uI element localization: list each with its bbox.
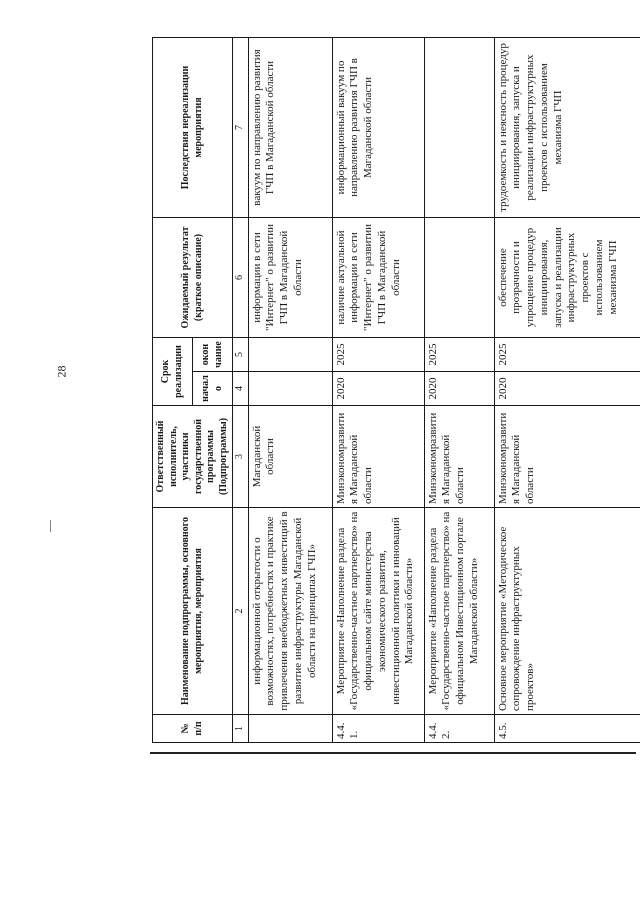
page-edge-line <box>150 752 636 754</box>
cell-name: Мероприятие «Наполнение раздела «Государственно-частное партнерство» на официальном Инвестиционном портале Магаданской области» <box>424 508 494 715</box>
header-row <box>153 38 193 743</box>
measures-table <box>152 37 640 743</box>
table-row <box>494 38 640 743</box>
cell-start: 2020 <box>494 372 640 406</box>
col-number: 7 <box>233 38 249 218</box>
header-result: Ожидаемый результат (краткое описание) <box>153 218 233 338</box>
cell-result <box>424 218 494 338</box>
cell-start <box>248 372 332 406</box>
cell-name: информационной открытости о возможностях, потребностях и практике привлечения внебюджетных инвестиций в развитие инфраструктуры Магаданской области на принципах ГЧП» <box>248 508 332 715</box>
header-end: окончание <box>193 338 233 372</box>
header-num: № п/п <box>153 715 233 743</box>
header-responsible: Ответственный исполнитель, участники государственной программы (Подпрограммы) <box>153 406 233 508</box>
col-number: 5 <box>233 338 249 372</box>
col-number: 1 <box>233 715 249 743</box>
cell-end <box>248 338 332 372</box>
table-row <box>332 38 424 743</box>
table-row <box>424 38 494 743</box>
cell-consequences: трудоемкость и неясность процедур инициирования, запуска и реализации инфраструктурных проектов с использованием механизма ГЧП <box>494 38 640 218</box>
col-number: 6 <box>233 218 249 338</box>
col-number: 3 <box>233 406 249 508</box>
cell-start: 2020 <box>332 372 424 406</box>
cell-end: 2025 <box>332 338 424 372</box>
scan-mark <box>50 520 51 532</box>
cell-num: 4.4.2. <box>424 715 494 743</box>
cell-responsible: Магаданской области <box>248 406 332 508</box>
cell-consequences: вакуум по направлению развития ГЧП в Магаданской области <box>248 38 332 218</box>
column-number-row <box>233 38 249 743</box>
col-number: 2 <box>233 508 249 715</box>
cell-responsible: Минэкономразвития Магаданской области <box>494 406 640 508</box>
header-start: начало <box>193 372 233 406</box>
cell-num: 4.5. <box>494 715 640 743</box>
cell-name: Основное мероприятие «Методическое сопровождение инфраструктурных проектов» <box>494 508 640 715</box>
header-term: Срок реализации <box>153 338 193 406</box>
cell-name: Мероприятие «Наполнение раздела «Государственно-частное партнерство» на официальном сайте министерства экономического развития, инвестиционной политики и инноваций Магаданской области» <box>332 508 424 715</box>
table-row <box>248 38 332 743</box>
cell-result: информации в сети "Интернет" о развитии ГЧП в Магаданской области <box>248 218 332 338</box>
cell-end: 2025 <box>494 338 640 372</box>
header-consequences: Последствия нереализации мероприятия <box>153 38 233 218</box>
page-number: 28 <box>54 365 69 378</box>
cell-result: обеспечение прозрачности и упрощение процедур инициирования, запуска и реализации инфраструктурных проектов с использованием механизма ГЧП <box>494 218 640 338</box>
cell-consequences <box>424 38 494 218</box>
cell-consequences: информационный вакуум по направлению развития ГЧП в Магаданской области <box>332 38 424 218</box>
cell-responsible: Минэкономразвития Магаданской области <box>424 406 494 508</box>
cell-start: 2020 <box>424 372 494 406</box>
cell-result: наличие актуальной информации в сети "Интернет" о развитии ГЧП в Магаданской области <box>332 218 424 338</box>
rotated-table-container <box>152 38 630 743</box>
cell-responsible: Минэкономразвития Магаданской области <box>332 406 424 508</box>
cell-end: 2025 <box>424 338 494 372</box>
cell-num: 4.4.1. <box>332 715 424 743</box>
header-name: Наименование подпрограммы, основного мероприятия, мероприятия <box>153 508 233 715</box>
cell-num <box>248 715 332 743</box>
col-number: 4 <box>233 372 249 406</box>
